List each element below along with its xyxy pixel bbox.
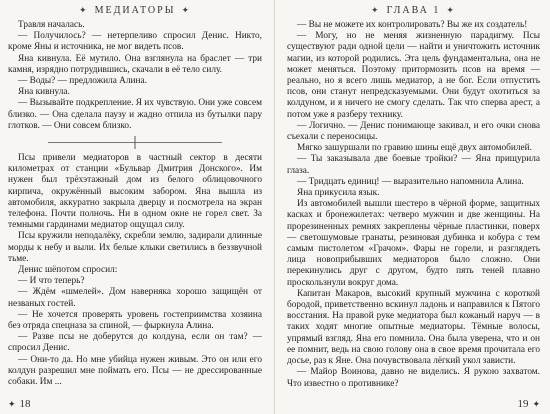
paragraph: — Тридцать единиц! — выразительно напомнила Алина. (297, 176, 524, 187)
ornament-icon: ✦ (446, 4, 456, 15)
left-page (0, 0, 274, 414)
paragraph: — Логично. — Денис понимающе закивал, и его очки снова съехали с переносицы. (287, 120, 540, 143)
ornament-icon: ✦ (532, 398, 540, 409)
paragraph: — Ты заказывала две боевые тройки? — Яна прищурила глаза. (287, 154, 540, 176)
ornament-icon: ✦ (181, 4, 191, 15)
paragraph: — И что теперь? (18, 276, 85, 287)
paragraph: Капитан Макаров, высокий крупный мужчина с короткой бородой, приветственно вскинул ладонь и направился к Пятого восстания. На правой руке медиатора был кожаный наруч — в таких ходят многие опытные медиаторы. Тёмные волосы, упрямый взгляд. Яна его помнила. Она была уверена, что и он ее помнит, ведь на свою голову она в свое время прочитала его досье, раз к Яне. Она почувствовала лёгкий укол зависти. (287, 288, 540, 367)
right-footer (517, 396, 544, 412)
paragraph: Яна прикусила язык. (297, 188, 380, 199)
paragraph: Псы кружили неподалёку, скребли землю, задирали длинные морды к небу и выли. Их белые клыки светились в беззвучной тьме. (8, 231, 262, 264)
left-header-title: МЕДИАТОРЫ (94, 4, 176, 16)
left-footer (4, 396, 31, 412)
paragraph: Псы привели медиаторов в частный сектор в десяти километрах от станции «Бульвар Дмитрия Донского». Им нужен был трёхэтажный дом из белого облицовочного кирпича, окружённый высоким забором. Яна вышла из автомобиля, аккуратно закрыла дверцу и посмотрела на экран телефона. Почти полночь. Ни в одном окне не горел свет. За темными гардинами медиатор ощущал силу. (8, 153, 262, 231)
paragraph: — Воды? — предложила Алина. (18, 76, 147, 87)
ornament-icon: ✦ (371, 4, 381, 15)
paragraph: — Не хочется проверять уровень гостеприимства хозяина без отряда спецназа за спиной, — фыркнула Алина. (8, 309, 262, 332)
paragraph: — Ждём «шмелей». Дом наверняка хорошо защищён от незваных гостей. (8, 287, 262, 309)
paragraph: — Они-то да. Но мне убийца нужен живым. Это он или его колдун разрешил мне поймать его. Псы — не дрессированные собаки. Им ... (8, 354, 262, 388)
paragraph: Травля началась. (18, 20, 85, 30)
paragraph: — Майор Воинова, давно не виделись. Я рукою захватом. Что известно о противнике? (287, 367, 540, 389)
right-running-head (287, 0, 540, 20)
ornament-icon: ✦ (8, 398, 16, 409)
paragraph: — Вы не можете их контролировать? Вы же их создатель! (297, 20, 528, 30)
paragraph: Мягко зашуршали по гравию шины ещё двух автомобилей. (297, 143, 532, 154)
paragraph: Денис шёпотом спросил: (18, 265, 118, 276)
right-page-text (287, 20, 540, 390)
right-page (274, 0, 548, 414)
section-separator (8, 134, 262, 151)
paragraph: — Разве псы не доберутся до колдуна, если он там? — спросил Денис. (8, 332, 262, 354)
left-page-text (8, 20, 262, 390)
right-header-title: ГЛАВА 1 (386, 4, 441, 16)
right-page-number: 19 (517, 398, 529, 410)
separator-mark (135, 136, 136, 149)
left-page-number: 18 (19, 398, 31, 410)
paragraph: — Вызывайте подкрепление. Я их чувствую. Они уже совсем близко. — Она сделала паузу и жадно отпила из бутылки пару глотков. — Они совсем близко. (8, 98, 262, 131)
ornament-icon: ✦ (79, 4, 89, 15)
paragraph: Яна кивнула. Её мутило. Она взглянула на браслет — три камня, изрядно потрудившись, скачали в её тело силу. (8, 53, 262, 75)
paragraph: Из автомобилей вышли шестеро в чёрной форме, защитных касках и бронежилетах: четверо мужчин и две женщины. На прорезиненных ремнях закреплены чёрные пластинки, поверх — светошумовые гранаты, резиновая дубинка и кобура с тем самым пистолетом «Грачом». Фары не горели, и разглядеть лица новоприбывших медиаторов было сложно. Они перекинулись друг с другом, будто пять теней плавно проскользнули вокруг дома. (287, 199, 540, 288)
left-running-head (8, 0, 262, 20)
paragraph: Яна кивнула. (18, 87, 70, 98)
paragraph: — Получилось? — нетерпеливо спросил Денис. Никто, кроме Яны и источника, не мог видеть псов. (8, 31, 262, 53)
paragraph: — Могу, но не меняя жизненную парадигму. Псы существуют ради одной цели — найти и уничтожить источник магии, из которой родились. Эта цель фундаментальна, она не может меняться. Поэтому притормозить псов на время — реально, но я всего лишь медиатор, а не бог. Если отпустить псов, они станут непредсказуемыми. Они будут охотиться за колдуном, и я ничего не смогу сделать. Так что сперва арест, а потом уже я разберу технику. (287, 31, 540, 120)
